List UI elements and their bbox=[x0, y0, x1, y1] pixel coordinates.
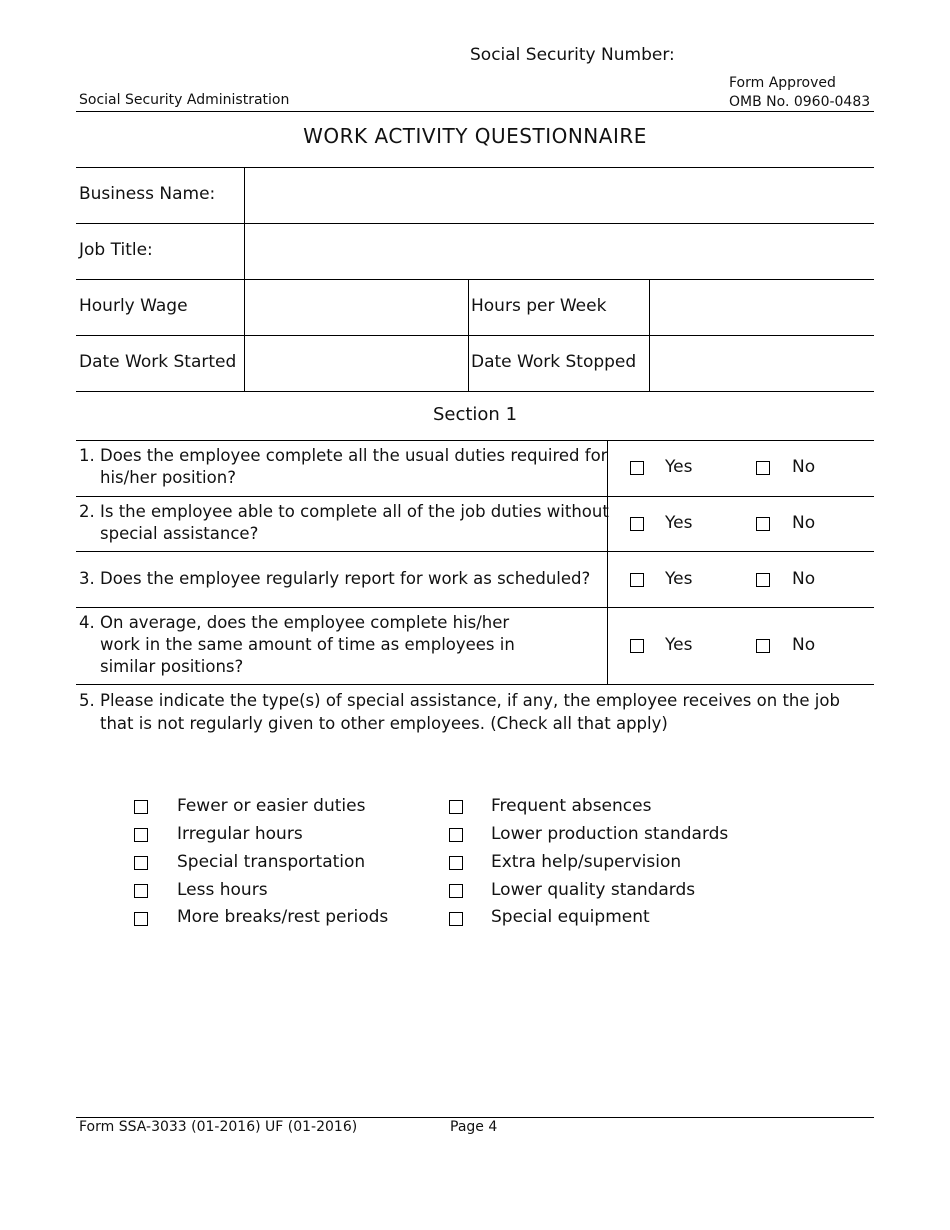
lower-quality-checkbox[interactable] bbox=[449, 884, 463, 898]
question-4: 4. On average, does the employee complete his/her work in the same amount of time as employees in similar positions? bbox=[79, 613, 515, 676]
irregular-hours-label: Irregular hours bbox=[177, 824, 303, 844]
business-name-field[interactable] bbox=[246, 169, 872, 221]
q3-yes-checkbox[interactable] bbox=[630, 573, 644, 587]
more-breaks-label: More breaks/rest periods bbox=[177, 907, 389, 927]
q1-yes-checkbox[interactable] bbox=[630, 461, 644, 475]
agency-name: Social Security Administration bbox=[79, 92, 290, 108]
q4-no-label: No bbox=[792, 635, 816, 655]
question-2: 2. Is the employee able to complete all of the job duties without special assistance? bbox=[79, 502, 609, 543]
irregular-hours-checkbox[interactable] bbox=[134, 828, 148, 842]
date-stopped-label: Date Work Stopped bbox=[471, 352, 637, 372]
q1-no-label: No bbox=[792, 457, 816, 477]
frequent-absences-label: Frequent absences bbox=[491, 796, 652, 816]
question-1: 1. Does the employee complete all the usual duties required for his/her position? bbox=[79, 446, 608, 487]
business-name-label: Business Name: bbox=[79, 184, 216, 204]
section-title: Section 1 bbox=[432, 404, 518, 425]
less-hours-checkbox[interactable] bbox=[134, 884, 148, 898]
q2-no-checkbox[interactable] bbox=[756, 517, 770, 531]
q3-yes-label: Yes bbox=[665, 569, 693, 589]
more-breaks-checkbox[interactable] bbox=[134, 912, 148, 926]
ssn-label: Social Security Number: bbox=[470, 45, 675, 65]
special-equipment-checkbox[interactable] bbox=[449, 912, 463, 926]
date-started-label: Date Work Started bbox=[79, 352, 237, 372]
hourly-wage-field[interactable] bbox=[246, 281, 466, 333]
lower-production-label: Lower production standards bbox=[491, 824, 729, 844]
page-number: Page 4 bbox=[450, 1119, 498, 1135]
q4-yes-checkbox[interactable] bbox=[630, 639, 644, 653]
extra-help-checkbox[interactable] bbox=[449, 856, 463, 870]
q1-yes-label: Yes bbox=[665, 457, 693, 477]
hours-per-week-field[interactable] bbox=[651, 281, 872, 333]
lower-production-checkbox[interactable] bbox=[449, 828, 463, 842]
job-title-field[interactable] bbox=[246, 225, 872, 277]
q4-yes-label: Yes bbox=[665, 635, 693, 655]
frequent-absences-checkbox[interactable] bbox=[449, 800, 463, 814]
fewer-duties-checkbox[interactable] bbox=[134, 800, 148, 814]
q2-yes-label: Yes bbox=[665, 513, 693, 533]
q3-no-checkbox[interactable] bbox=[756, 573, 770, 587]
date-stopped-field[interactable] bbox=[651, 337, 872, 389]
special-transport-checkbox[interactable] bbox=[134, 856, 148, 870]
question-3: 3. Does the employee regularly report for work as scheduled? bbox=[79, 569, 591, 588]
lower-quality-label: Lower quality standards bbox=[491, 880, 696, 900]
special-equipment-label: Special equipment bbox=[491, 907, 650, 927]
date-started-field[interactable] bbox=[246, 337, 466, 389]
less-hours-label: Less hours bbox=[177, 880, 268, 900]
q3-no-label: No bbox=[792, 569, 816, 589]
q4-no-checkbox[interactable] bbox=[756, 639, 770, 653]
hours-per-week-label: Hours per Week bbox=[471, 296, 607, 316]
omb-number: OMB No. 0960-0483 bbox=[729, 94, 871, 110]
q2-yes-checkbox[interactable] bbox=[630, 517, 644, 531]
q2-no-label: No bbox=[792, 513, 816, 533]
special-transport-label: Special transportation bbox=[177, 852, 366, 872]
q1-no-checkbox[interactable] bbox=[756, 461, 770, 475]
footer-divider bbox=[76, 1117, 874, 1118]
page-title: WORK ACTIVITY QUESTIONNAIRE bbox=[303, 124, 647, 148]
extra-help-label: Extra help/supervision bbox=[491, 852, 682, 872]
form-approved: Form Approved bbox=[729, 75, 836, 91]
fewer-duties-label: Fewer or easier duties bbox=[177, 796, 366, 816]
hourly-wage-label: Hourly Wage bbox=[79, 296, 188, 316]
job-title-label: Job Title: bbox=[79, 240, 153, 260]
question-5: 5. Please indicate the type(s) of special assistance, if any, the employee receives on the job that is not regularly given to other employees. (Check all that apply) bbox=[79, 691, 840, 733]
form-id: Form SSA-3033 (01-2016) UF (01-2016) bbox=[79, 1119, 358, 1135]
header-divider bbox=[76, 111, 874, 112]
